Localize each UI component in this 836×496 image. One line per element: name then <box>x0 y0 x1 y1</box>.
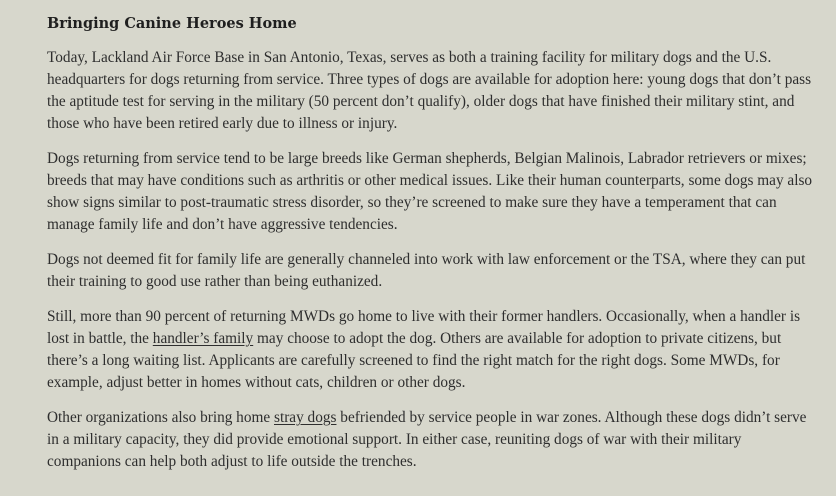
paragraph-not-fit: Dogs not deemed fit for family life are generally channeled into work with law enforcement or the TSA, where they can put their training to good use rather than being euthanized. <box>47 251 806 290</box>
paragraph-stray-text-2: befriended by service people in war zones. Although these dogs didn’t serve in a military capacity, they did provide emotional support. In either case, reuniting dogs of war with their military companions can help both adjust to life outside the trenches. <box>47 409 807 470</box>
handlers-family-link[interactable]: handler’s family <box>152 330 254 347</box>
paragraph-lackland: Today, Lackland Air Force Base in San Antonio, Texas, serves as both a training facility for military dogs and the U.S. headquarters for dogs returning from service. Three types of dogs are available for adoption here: young dogs that don’t pass the aptitude test for serving in the military (50 percent don’t qualify), older dogs that have finished their military stint, and those who have been retired early due to illness or injury. <box>47 49 812 132</box>
paragraph-handlers <box>47 306 816 394</box>
paragraph-stray-text-1: Other organizations also bring home <box>47 409 274 426</box>
article-heading: Bringing Canine Heroes Home <box>47 15 297 32</box>
paragraph-handlers-text-1: Still, more than 90 percent of returning MWDs go home to live with their former handlers. Occasionally, when a handler is lost in battle, the <box>47 308 801 347</box>
stray-dogs-link[interactable]: stray dogs <box>274 409 337 426</box>
paragraph-stray-dogs <box>47 407 816 473</box>
paragraph-handlers-text-2: may choose to adopt the dog. Others are available for adoption to private citizens, but there’s a long waiting list. Applicants are carefully screened to find the right match for the right dogs. Some MWDs, for example, adjust better in homes without cats, children or other dogs. <box>47 330 782 391</box>
paragraph-breeds: Dogs returning from service tend to be large breeds like German shepherds, Belgian Malinois, Labrador retrievers or mixes; breeds that may have conditions such as arthritis or other medical issues. Like their human counterparts, some dogs may also show signs similar to post-traumatic stress disorder, so they’re screened to make sure they have a temperament that can manage family life and don’t have aggressive tendencies. <box>47 150 813 233</box>
